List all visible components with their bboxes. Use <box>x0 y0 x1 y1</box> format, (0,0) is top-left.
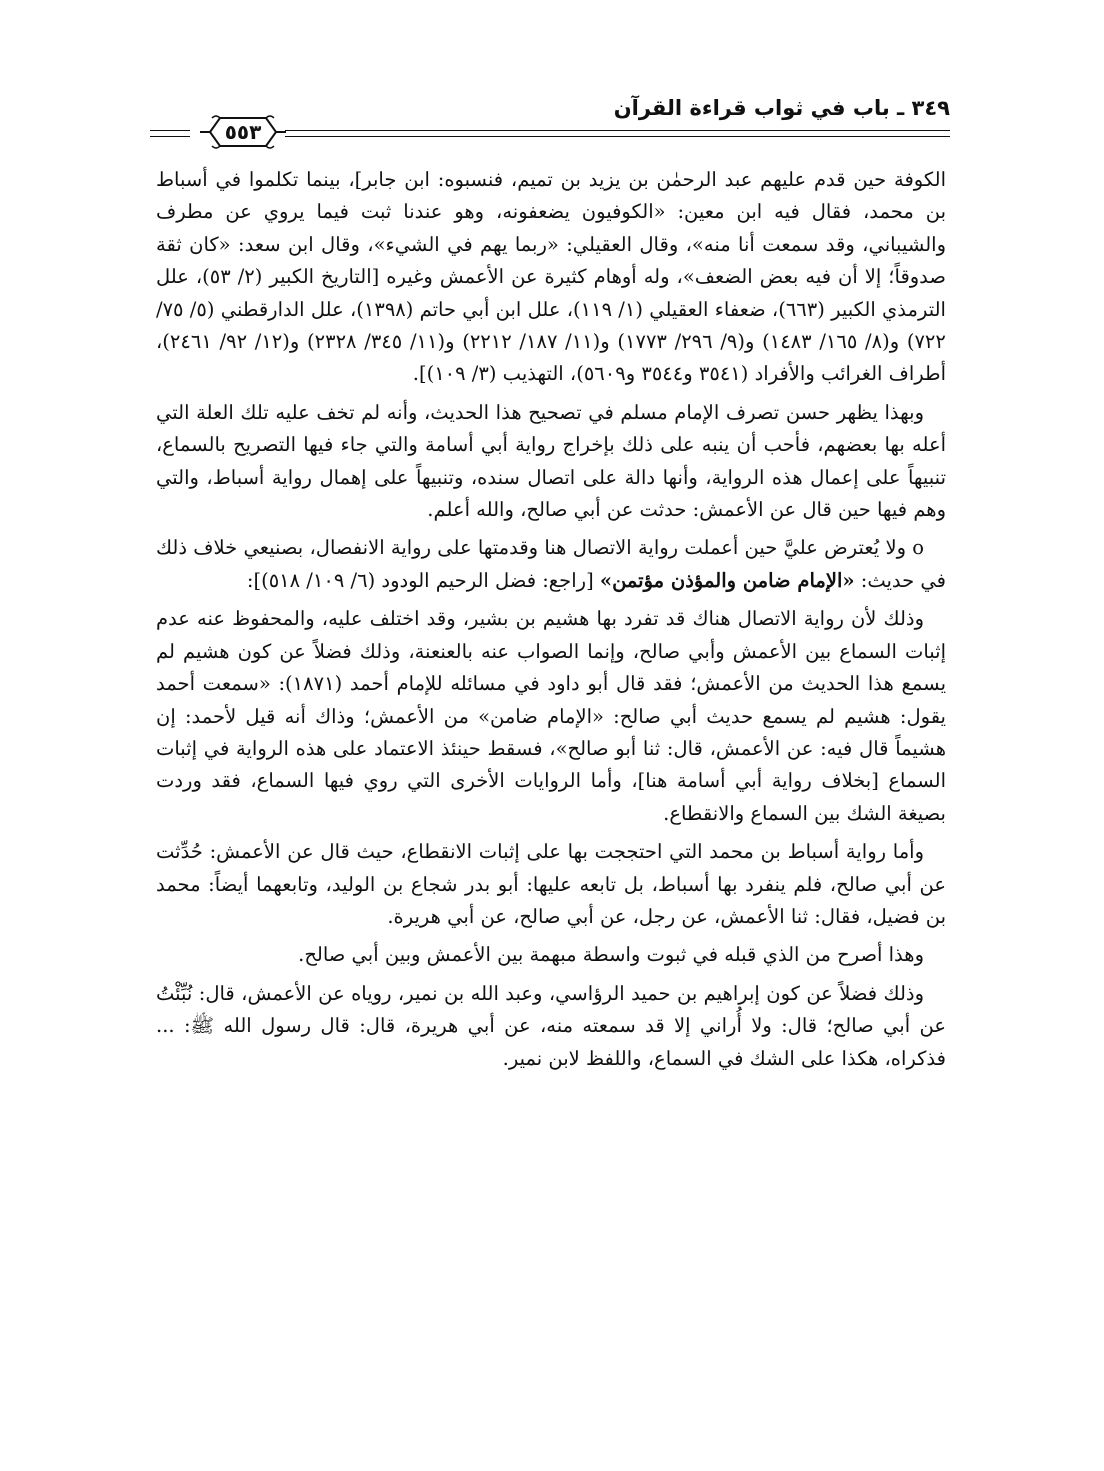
paragraph-3 <box>156 532 946 597</box>
running-header <box>150 94 950 154</box>
paragraph-2: وبهذا يظهر حسن تصرف الإمام مسلم في تصحيح هذا الحديث، وأنه لم تخف عليه تلك العلة التي أعله بها بعضهم، فأحب أن ينبه على ذلك بإخراج رواية أبي أسامة والتي جاء فيها التصريح بالسماع، تنبيهاً على إعمال هذه الرواية، وأنها دالة على اتصال سنده، وتنبيهاً على إهمال رواية أسباط، والتي وهم فيها حين قال عن الأعمش: حدثت عن أبي صالح، والله أعلم. <box>156 400 946 522</box>
paragraph-3-tail: [راجع: فضل الرحيم الودود (٦/ ١٠٩/ ٥١٨)]: <box>246 568 600 592</box>
page-number: ٥٥٣ <box>224 120 262 144</box>
header-rule-left <box>150 130 190 137</box>
paragraph-6: وهذا أصرح من الذي قبله في ثبوت واسطة مبهمة بين الأعمش وبين أبي صالح. <box>298 943 924 967</box>
paragraph-4: وذلك لأن رواية الاتصال هناك قد تفرد بها هشيم بن بشير، وقد اختلف عليه، والمحفوظ عنه عدم إثبات السماع بين الأعمش وأبي صالح، وإنما الصواب عنه بالعنعنة، وذلك فضلاً عن كون هشيم لم يسمع هذا الحديث من الأعمش؛ فقد قال أبو داود في مسائله للإمام أحمد (١٨٧١): «سمعت أحمد يقول: هشيم لم يسمع حديث أبي صالح: «الإمام ضامن» من الأعمش؛ وذاك أنه قيل لأحمد: إن هشيماً قال فيه: عن الأعمش، قال: ثنا أبو صالح»، فسقط حينئذ الاعتماد على هذه الرواية في إثبات السماع [بخلاف رواية أبي أسامة هنا]، وأما الروايات الأخرى التي روي فيها السماع، فقد وردت بصيغة الشك بين السماع والانقطاع. <box>156 607 946 825</box>
main-text <box>156 164 946 1081</box>
page-number-badge <box>198 112 288 152</box>
paragraph-3-lead: o ولا يُعترض عليَّ حين أعملت رواية الاتصال هنا وقدمتها على رواية الانفصال، بصنيعي خلاف ذلك في حديث: <box>156 536 946 592</box>
chapter-title: ٣٤٩ ـ باب في ثواب قراءة القرآن <box>613 96 950 120</box>
paragraph-1: الكوفة حين قدم عليهم عبد الرحمٰن بن يزيد بن تميم، فنسبوه: ابن جابر]، بينما تكلموا في أسباط بن محمد، فقال فيه ابن معين: «الكوفيون يضعفونه، وهو عندنا ثبت فيما يروي عن مطرف والشيباني، وقد سمعت أنا منه»، وقال العقيلي: «ربما يهم في الشيء»، وقال ابن سعد: «كان ثقة صدوقاً؛ إلا أن فيه بعض الضعف»، وله أوهام كثيرة عن الأعمش وغيره [التاريخ الكبير (٢/ ٥٣)، علل الترمذي الكبير (٦٦٣)، ضعفاء العقيلي (١/ ١١٩)، علل ابن أبي حاتم (١٣٩٨)، علل الدارقطني (٥/ ٧٥/ ٧٢٢) و(٨/ ١٦٥/ ١٤٨٣) و(٩/ ٢٩٦/ ١٧٧٣) و(١١/ ١٨٧/ ٢٢١٢) و(١١/ ٣٤٥/ ٢٣٢٨) و(١٢/ ٩٢/ ٢٤٦١)، أطراف الغرائب والأفراد (٣٥٤١ و٣٥٤٤ و٥٦٠٩)، التهذيب (٣/ ١٠٩)]. <box>156 168 946 386</box>
paragraph-7: وذلك فضلاً عن كون إبراهيم بن حميد الرؤاسي، وعبد الله بن نمير، روياه عن الأعمش، قال: نُبِّئْتُ عن أبي صالح؛ قال: ولا أُراني إلا قد سمعته منه، عن أبي هريرة، قال: قال رسول الله ﷺ: ... فذكراه، هكذا على الشك في السماع، واللفظ لابن نمير. <box>156 981 946 1070</box>
paragraph-5: وأما رواية أسباط بن محمد التي احتججت بها على إثبات الانقطاع، حيث قال عن الأعمش: حُدِّثت عن أبي صالح، فلم ينفرد بها أسباط، بل تابعه عليها: أبو بدر شجاع بن الوليد، وتابعهما أيضاً: محمد بن فضيل، فقال: ثنا الأعمش، عن رجل، عن أبي صالح، عن أبي هريرة. <box>156 840 946 928</box>
header-rule <box>285 130 950 137</box>
hadith-quote: «الإمام ضامن والمؤذن مؤتمن» <box>599 568 855 592</box>
